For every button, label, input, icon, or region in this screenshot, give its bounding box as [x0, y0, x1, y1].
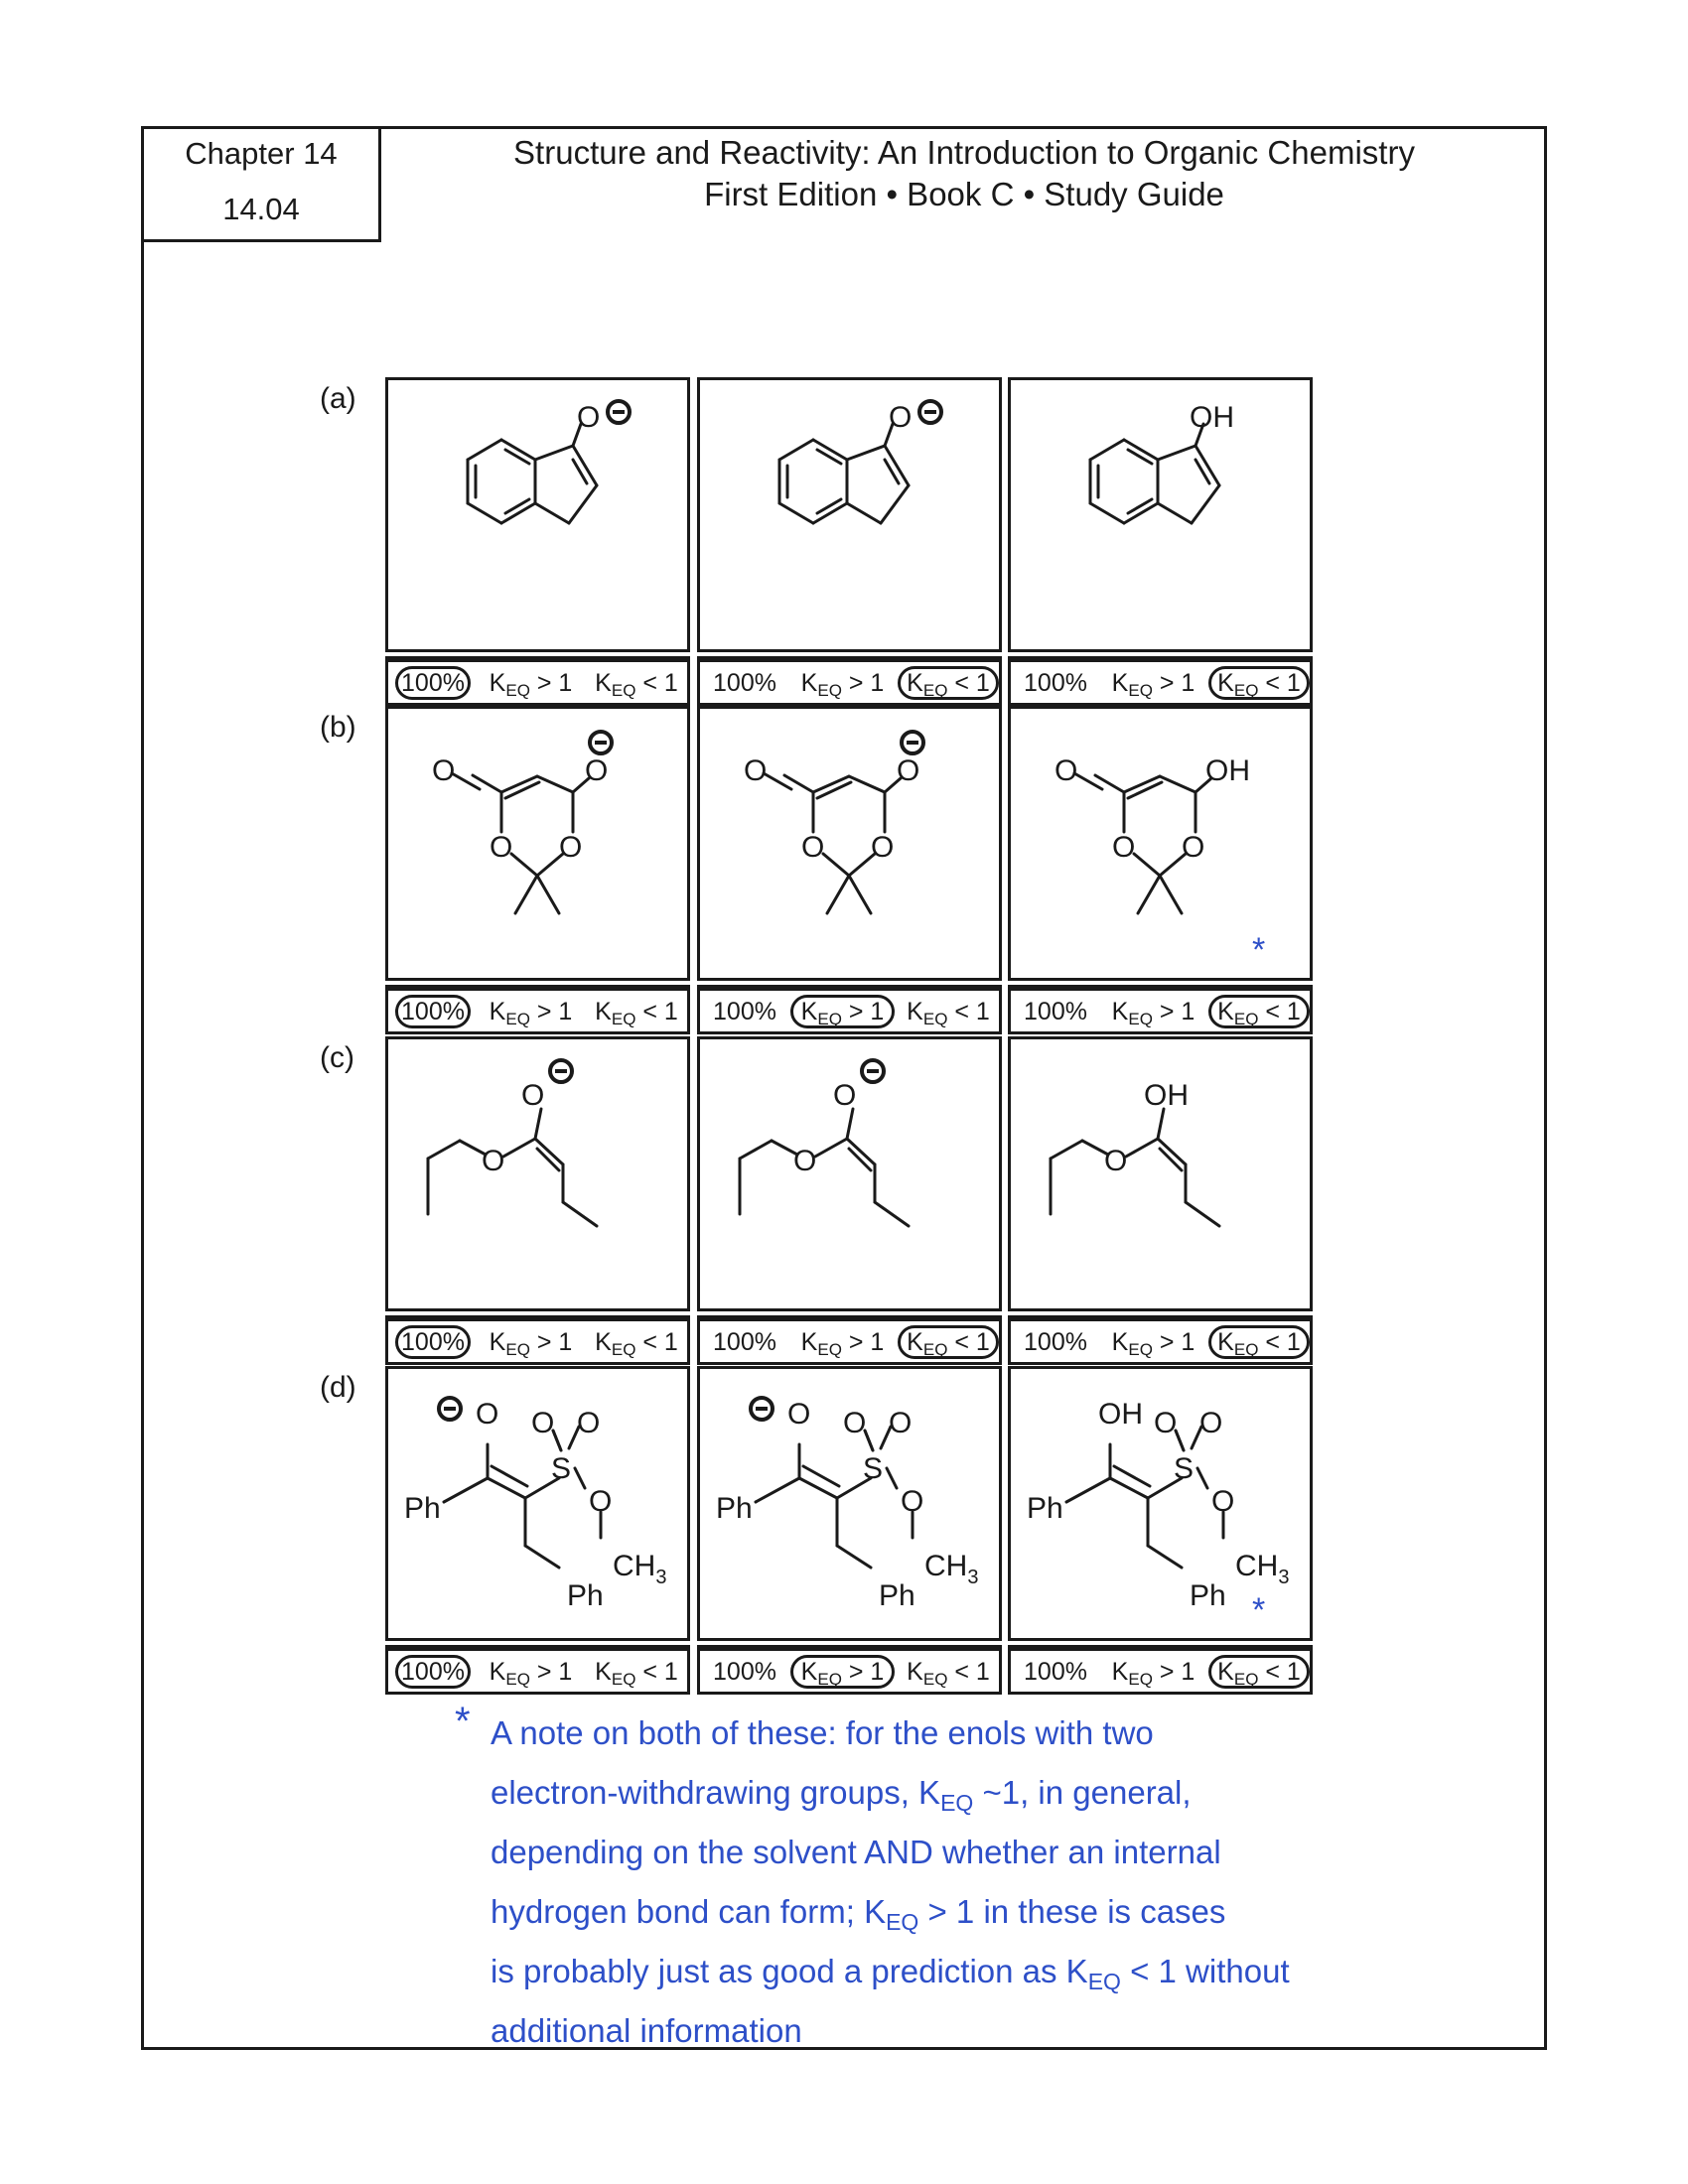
sulfonyl-oxygen-label: O: [531, 1407, 555, 1439]
methyl-label: $CH_3$: [1235, 1550, 1290, 1588]
ester-oxygen-label: O: [589, 1485, 613, 1518]
negative-charge-icon: [439, 1398, 461, 1420]
answer-options: [1008, 656, 1313, 706]
answer-options: [697, 656, 1002, 706]
answer-options: [385, 656, 690, 706]
ring-oxygen-label: O: [801, 831, 825, 864]
negative-charge-icon: [862, 1060, 884, 1082]
oxygen-label: O: [744, 754, 768, 787]
book-title-line1: Structure and Reactivity: An Introduction to Organic Chemistry: [513, 134, 1415, 171]
oxygen-label: O: [476, 1398, 499, 1431]
option-keq-greater-than-one[interactable]: $K_{EQ} > 1$: [790, 995, 895, 1028]
answer-options: [697, 985, 1002, 1034]
row-label: (c): [320, 1041, 354, 1074]
sulfur-label: S: [1174, 1452, 1195, 1485]
negative-charge-icon: [919, 401, 941, 423]
sulfonyl-oxygen-label: O: [1199, 1407, 1223, 1439]
hydroxyl-label: OH: [1190, 401, 1234, 434]
structure-box: [385, 1366, 690, 1641]
ester-oxygen-label: O: [482, 1145, 505, 1177]
ester-oxygen-label: O: [1104, 1145, 1128, 1177]
oxygen-label: O: [521, 1079, 545, 1112]
section-number: 14.04: [222, 192, 300, 226]
structure-box: [697, 706, 1002, 981]
oxygen-label: O: [787, 1398, 811, 1431]
answer-options: [1008, 1315, 1313, 1365]
phenyl-label: Ph: [879, 1579, 915, 1612]
option-keq-greater-than-one[interactable]: $K_{EQ} > 1$: [790, 1655, 895, 1689]
footnote-line1: A note on both of these: for the enols with two: [491, 1714, 1154, 1751]
answer-options: [385, 985, 690, 1034]
option-keq-greater-than-one[interactable]: $K_{EQ} > 1$: [1111, 1658, 1196, 1689]
sulfur-label: S: [863, 1452, 884, 1485]
option-keq-greater-than-one[interactable]: $K_{EQ} > 1$: [1111, 1328, 1196, 1359]
option-100-percent[interactable]: 100%: [1024, 1658, 1087, 1686]
indenol-anion-structure: [388, 380, 687, 649]
ester-oxygen-label: O: [793, 1145, 817, 1177]
oxygen-label: O: [833, 1079, 857, 1112]
meldrums-acid-anion-structure: [700, 709, 999, 978]
sulfonyl-oxygen-label: O: [843, 1407, 867, 1439]
ester-enolate-anion-structure: [700, 1039, 999, 1308]
structure-box: [1008, 1036, 1313, 1311]
structure-box: [697, 377, 1002, 652]
option-100-percent[interactable]: 100%: [713, 1658, 776, 1686]
oxygen-label: O: [432, 754, 456, 787]
option-keq-greater-than-one[interactable]: $K_{EQ} > 1$: [1111, 998, 1196, 1028]
structure-box: [1008, 377, 1313, 652]
negative-charge-icon: [550, 1060, 572, 1082]
structure-box: [697, 1036, 1002, 1311]
oxygen-label: O: [1055, 754, 1078, 787]
answer-cell-meldrums-acid-1: [385, 706, 690, 1043]
option-100-percent[interactable]: 100%: [395, 995, 471, 1028]
oxygen-label: O: [889, 401, 913, 434]
option-keq-greater-than-one[interactable]: $K_{EQ} > 1$: [800, 669, 885, 700]
note-asterisk: *: [455, 1700, 471, 1743]
negative-charge-icon: [590, 732, 612, 753]
option-keq-greater-than-one[interactable]: $K_{EQ} > 1$: [1111, 669, 1196, 700]
ester-enolate-enol-structure: [1011, 1039, 1310, 1308]
hydroxyl-label: OH: [1098, 1398, 1143, 1431]
methyl-label: $CH_3$: [924, 1550, 979, 1588]
answer-options: [1008, 985, 1313, 1034]
phenyl-label: Ph: [716, 1492, 753, 1525]
option-keq-greater-than-one[interactable]: $K_{EQ} > 1$: [489, 669, 573, 700]
phenyl-label: Ph: [404, 1492, 441, 1525]
negative-charge-icon: [608, 401, 630, 423]
hydroxyl-label: OH: [1144, 1079, 1189, 1112]
footnote-line2: electron-withdrawing groups, $K_{EQ}$ ~1, in general,: [491, 1774, 1192, 1816]
option-keq-less-than-one[interactable]: $K_{EQ} < 1$: [1208, 666, 1310, 700]
sulfonyl-oxygen-label: O: [577, 1407, 601, 1439]
answer-options: [697, 1315, 1002, 1365]
ring-oxygen-label: O: [1112, 831, 1136, 864]
note-asterisk: *: [1252, 1591, 1266, 1629]
structure-box: [1008, 706, 1313, 981]
option-keq-less-than-one[interactable]: $K_{EQ} < 1$: [1208, 1655, 1310, 1689]
row-label: (b): [320, 711, 356, 744]
answer-cell-ester-enolate-2: [697, 1036, 1002, 1374]
answer-options: [385, 1645, 690, 1695]
option-keq-greater-than-one[interactable]: $K_{EQ} > 1$: [489, 998, 573, 1028]
option-keq-less-than-one[interactable]: $K_{EQ} < 1$: [595, 1328, 678, 1359]
answer-options: [385, 1315, 690, 1365]
oxygen-label: O: [897, 754, 920, 787]
answer-cell-indenol-2: [697, 377, 1002, 715]
hydroxyl-label: OH: [1205, 754, 1250, 787]
indenol-enol-structure: [1011, 380, 1310, 649]
sulfur-label: S: [551, 1452, 572, 1485]
footnote-line5: is probably just as good a prediction as $K_{EQ} < 1$ without: [491, 1953, 1290, 1994]
structure-box: [697, 1366, 1002, 1641]
option-keq-less-than-one[interactable]: $K_{EQ} < 1$: [595, 669, 678, 700]
answer-cell-ester-enolate-3: [1008, 1036, 1313, 1374]
footnote: [491, 1704, 1384, 2061]
answer-cell-sulfonyl-enolate-2: [697, 1366, 1002, 1704]
answer-cell-indenol-1: [385, 377, 690, 715]
phenyl-label: Ph: [1190, 1579, 1226, 1612]
book-title-line2: First Edition • Book C • Study Guide: [704, 176, 1224, 212]
option-keq-greater-than-one[interactable]: $K_{EQ} > 1$: [800, 1328, 885, 1359]
answer-options: [697, 1645, 1002, 1695]
option-100-percent[interactable]: 100%: [713, 998, 776, 1025]
meldrums-acid-anion-structure: [388, 709, 687, 978]
answer-cell-sulfonyl-enolate-1: [385, 1366, 690, 1704]
answer-cell-ester-enolate-1: [385, 1036, 690, 1374]
option-keq-less-than-one[interactable]: $K_{EQ} < 1$: [907, 1658, 990, 1689]
negative-charge-icon: [902, 732, 923, 753]
answer-options: [1008, 1645, 1313, 1695]
footnote-line4: hydrogen bond can form; $K_{EQ} > 1$ in these is cases: [491, 1893, 1226, 1935]
option-100-percent[interactable]: 100%: [395, 666, 471, 700]
sulfonyl-enolate-anion-structure: [388, 1369, 687, 1638]
phenyl-label: Ph: [567, 1579, 604, 1612]
answer-cell-meldrums-acid-3: [1008, 706, 1313, 1043]
ring-oxygen-label: O: [871, 831, 895, 864]
option-100-percent[interactable]: 100%: [1024, 669, 1087, 697]
option-keq-less-than-one[interactable]: $K_{EQ} < 1$: [898, 1325, 999, 1359]
oxygen-label: O: [585, 754, 609, 787]
ring-oxygen-label: O: [559, 831, 583, 864]
option-keq-less-than-one[interactable]: $K_{EQ} < 1$: [595, 1658, 678, 1689]
ring-oxygen-label: O: [490, 831, 513, 864]
option-keq-less-than-one[interactable]: $K_{EQ} < 1$: [898, 666, 999, 700]
structure-box: [1008, 1366, 1313, 1641]
option-100-percent[interactable]: 100%: [713, 1328, 776, 1356]
book-title: [381, 132, 1547, 215]
chapter-box: [141, 126, 381, 242]
note-asterisk: *: [1252, 931, 1266, 969]
ring-oxygen-label: O: [1182, 831, 1205, 864]
phenyl-label: Ph: [1027, 1492, 1063, 1525]
option-keq-less-than-one[interactable]: $K_{EQ} < 1$: [1208, 995, 1310, 1028]
option-100-percent[interactable]: 100%: [395, 1655, 471, 1689]
option-keq-less-than-one[interactable]: $K_{EQ} < 1$: [907, 998, 990, 1028]
option-keq-less-than-one[interactable]: $K_{EQ} < 1$: [595, 998, 678, 1028]
sulfonyl-oxygen-label: O: [889, 1407, 913, 1439]
option-keq-less-than-one[interactable]: $K_{EQ} < 1$: [1208, 1325, 1310, 1359]
option-keq-greater-than-one[interactable]: $K_{EQ} > 1$: [489, 1328, 573, 1359]
methyl-label: $CH_3$: [613, 1550, 667, 1588]
chapter-number: Chapter 14: [185, 136, 338, 171]
option-100-percent[interactable]: 100%: [395, 1325, 471, 1359]
row-label: (a): [320, 382, 356, 415]
negative-charge-icon: [751, 1398, 773, 1420]
ester-oxygen-label: O: [901, 1485, 924, 1518]
answer-cell-meldrums-acid-2: [697, 706, 1002, 1043]
option-keq-greater-than-one[interactable]: $K_{EQ} > 1$: [489, 1658, 573, 1689]
sulfonyl-enolate-anion-structure: [700, 1369, 999, 1638]
sulfonyl-oxygen-label: O: [1154, 1407, 1178, 1439]
row-label: (d): [320, 1371, 356, 1404]
option-100-percent[interactable]: 100%: [1024, 998, 1087, 1025]
indenol-anion-structure: [700, 380, 999, 649]
option-100-percent[interactable]: 100%: [713, 669, 776, 697]
structure-box: [385, 1036, 690, 1311]
footnote-line3: depending on the solvent AND whether an internal: [491, 1834, 1221, 1870]
answer-cell-indenol-3: [1008, 377, 1313, 715]
footnote-line6: additional information: [491, 2012, 802, 2049]
structure-box: [385, 706, 690, 981]
ester-oxygen-label: O: [1211, 1485, 1235, 1518]
ester-enolate-anion-structure: [388, 1039, 687, 1308]
oxygen-label: O: [577, 401, 601, 434]
structure-box: [385, 377, 690, 652]
option-100-percent[interactable]: 100%: [1024, 1328, 1087, 1356]
answer-cell-sulfonyl-enolate-3: [1008, 1366, 1313, 1704]
